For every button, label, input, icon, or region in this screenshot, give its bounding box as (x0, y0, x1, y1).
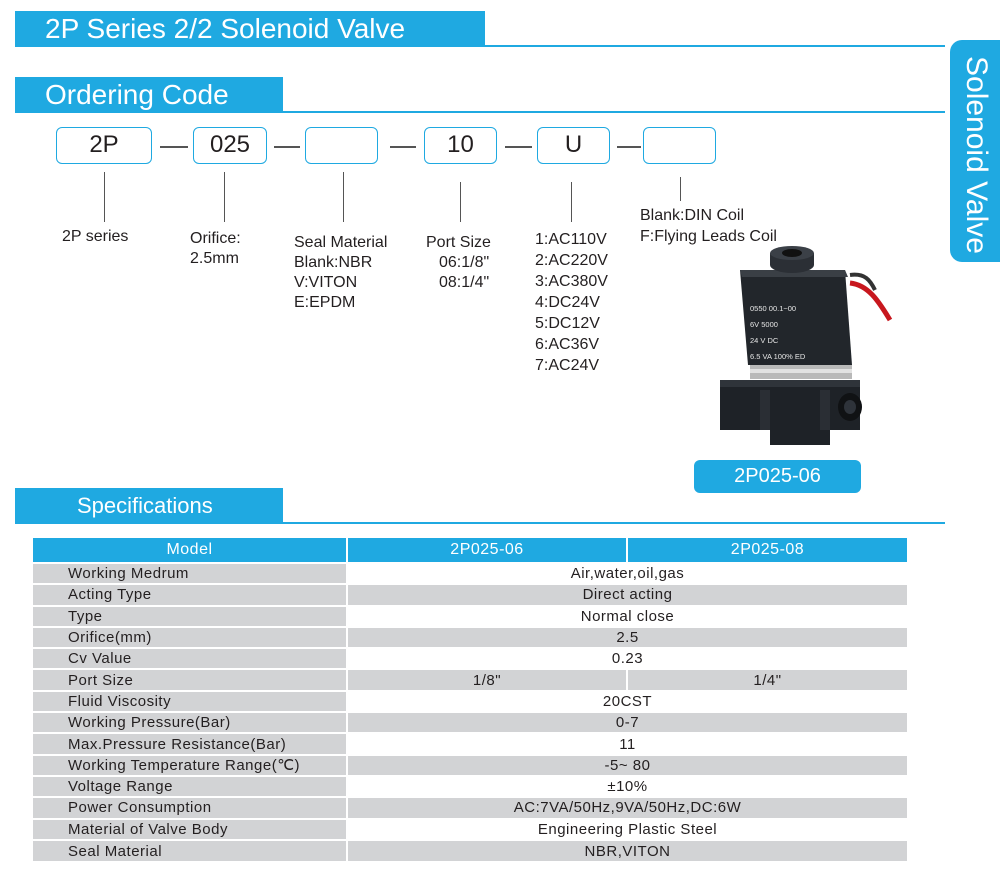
row-value: AC:7VA/50Hz,9VA/50Hz,DC:6W (347, 797, 907, 818)
row-value: 1/8" (347, 669, 627, 690)
table-row (33, 776, 907, 797)
header-model: Model (33, 538, 347, 563)
code-dash (390, 146, 416, 148)
coil-label-line: 0550 00.1~00 (750, 304, 797, 313)
table-row (33, 755, 907, 776)
table-header-row (33, 538, 907, 563)
code-dash (617, 146, 641, 148)
specifications-title: Specifications (15, 488, 283, 524)
connector-line (460, 182, 461, 222)
row-value: 20CST (347, 691, 907, 712)
row-label: Fluid Viscosity (33, 691, 347, 712)
row-label: Material of Valve Body (33, 819, 347, 840)
table-row (33, 648, 907, 669)
row-value: 11 (347, 733, 907, 754)
code-dash (160, 146, 188, 148)
code-box-coil (643, 127, 716, 164)
code-dash (505, 146, 532, 148)
port-description: Port Size 06:1/8" 08:1/4" (426, 234, 491, 291)
row-label: Power Consumption (33, 797, 347, 818)
side-tab-label: Solenoid Valve (960, 56, 993, 254)
row-value: Engineering Plastic Steel (347, 819, 907, 840)
row-value: Normal close (347, 606, 907, 627)
row-label: Voltage Range (33, 776, 347, 797)
table-row (33, 563, 907, 584)
table-row (33, 733, 907, 754)
code-box-series: 2P (56, 127, 152, 164)
table-row (33, 606, 907, 627)
row-label: Seal Material (33, 840, 347, 861)
table-row (33, 797, 907, 818)
seal-description: Seal Material Blank:NBR V:VITON E:EPDM (294, 234, 388, 311)
row-label: Max.Pressure Resistance(Bar) (33, 733, 347, 754)
row-label: Working Pressure(Bar) (33, 712, 347, 733)
row-value: Air,water,oil,gas (347, 563, 907, 584)
header-2p025-08: 2P025-08 (627, 538, 907, 563)
row-value: NBR,VITON (347, 840, 907, 861)
table-row (33, 819, 907, 840)
connector-line (571, 182, 572, 222)
row-label: Orifice(mm) (33, 627, 347, 648)
row-label: Acting Type (33, 584, 347, 605)
table-row (33, 627, 907, 648)
voltage-description: 1:AC110V 2:AC220V 3:AC380V 4:DC24V 5:DC12V 6:AC36V 7:AC24V (535, 231, 608, 374)
table-row (33, 712, 907, 733)
orifice-description: Orifice: 2.5mm (190, 230, 241, 267)
series-description: 2P series (62, 228, 129, 245)
coil-label-line: 24 V DC (750, 336, 779, 345)
table-row (33, 669, 907, 690)
product-model-badge: 2P025-06 (694, 460, 861, 493)
code-box-orifice: 025 (193, 127, 267, 164)
connector-line (680, 177, 681, 201)
row-value: -5~ 80 (347, 755, 907, 776)
row-value: Direct acting (347, 584, 907, 605)
row-label: Port Size (33, 669, 347, 690)
connector-line (343, 172, 344, 222)
table-row (33, 691, 907, 712)
code-dash (274, 146, 300, 148)
code-box-voltage: U (537, 127, 610, 164)
row-label: Working Medrum (33, 563, 347, 584)
coil-description: Blank:DIN Coil F:Flying Leads Coil (640, 207, 777, 245)
row-value: 0.23 (347, 648, 907, 669)
specifications-table (33, 538, 907, 861)
code-box-seal (305, 127, 378, 164)
page-title: 2P Series 2/2 Solenoid Valve (15, 11, 485, 47)
row-value: ±10% (347, 776, 907, 797)
ordering-code-title: Ordering Code (15, 77, 283, 113)
code-box-port: 10 (424, 127, 497, 164)
row-value: 0-7 (347, 712, 907, 733)
row-label: Cv Value (33, 648, 347, 669)
row-label: Type (33, 606, 347, 627)
connector-line (104, 172, 105, 222)
specifications-underline (15, 522, 945, 524)
side-tab (950, 40, 1000, 262)
title-underline (15, 45, 945, 47)
ordering-code-underline (15, 111, 945, 113)
row-value: 1/4" (627, 669, 907, 690)
row-value: 2.5 (347, 627, 907, 648)
header-2p025-06: 2P025-06 (347, 538, 627, 563)
connector-line (224, 172, 225, 222)
table-row (33, 584, 907, 605)
coil-label-line: 6V 5000 (750, 320, 778, 329)
table-row (33, 840, 907, 861)
coil-label-line: 6.5 VA 100% ED (750, 352, 806, 361)
row-label: Working Temperature Range(℃) (33, 755, 347, 776)
solenoid-valve-image (700, 245, 920, 465)
